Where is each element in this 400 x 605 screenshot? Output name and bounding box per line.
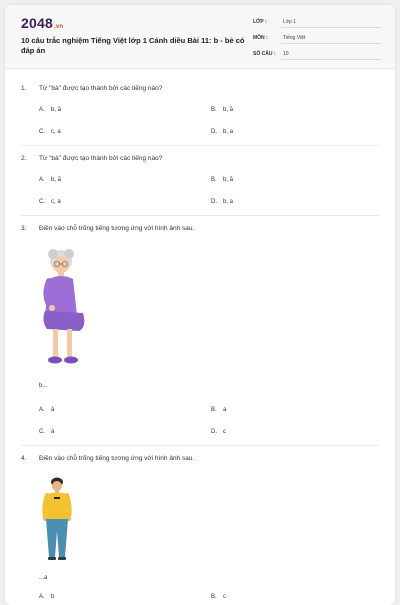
man-illustration	[35, 475, 79, 563]
meta-count-label: SỐ CÂU :	[253, 51, 276, 57]
q3-option-c[interactable]	[39, 429, 54, 435]
q1-option-a[interactable]	[39, 107, 61, 113]
option-text: à	[51, 407, 55, 413]
meta-count-value: 10	[283, 51, 289, 57]
option-letter: B.	[211, 107, 217, 113]
meta-subject-value: Tiếng Việt	[283, 35, 306, 41]
question-text: Từ "bà" được tạo thành bởi các tiếng nào?	[39, 155, 163, 162]
option-text: b, ă	[223, 177, 234, 183]
option-letter: B.	[211, 407, 217, 413]
q1-option-c[interactable]	[39, 129, 61, 135]
question-number: 1.	[21, 85, 27, 92]
q3-option-a[interactable]	[39, 407, 54, 413]
option-letter: D.	[211, 129, 217, 135]
option-text: á	[51, 429, 55, 435]
option-letter: C.	[39, 199, 45, 205]
meta-divider	[281, 43, 381, 44]
question-divider	[21, 145, 379, 146]
q2-option-c[interactable]	[39, 199, 61, 205]
option-text: c, a	[51, 199, 61, 205]
option-text: b, a	[223, 199, 234, 205]
grandmother-illustration	[31, 245, 91, 371]
logo-domain: .vn	[53, 24, 64, 30]
q2-option-b[interactable]	[211, 177, 233, 183]
q4-option-a[interactable]	[39, 594, 54, 600]
option-text: b, ă	[51, 177, 62, 183]
question-1	[21, 85, 162, 92]
option-letter: C.	[39, 429, 45, 435]
meta-divider	[281, 59, 381, 60]
question-number: 2.	[21, 155, 27, 162]
option-letter: A.	[39, 107, 45, 113]
meta-grade-label: LỚP :	[253, 19, 267, 25]
question-number: 3.	[21, 225, 27, 232]
question-text: Điền vào chỗ trống tiếng tương ứng với hình ảnh sau.	[39, 455, 195, 462]
worksheet-header	[5, 5, 395, 69]
q1-option-d[interactable]	[211, 129, 233, 135]
option-letter: B.	[211, 594, 217, 600]
question-divider	[21, 215, 379, 216]
meta-count	[253, 51, 383, 61]
question-text: Từ "bà" được tạo thành bởi các tiếng nào?	[39, 85, 163, 92]
q4-option-b[interactable]	[211, 594, 226, 600]
logo-text: 2048	[21, 15, 53, 31]
option-letter: C.	[39, 129, 45, 135]
q4-answer-blank[interactable]: ...a	[39, 575, 48, 581]
option-text: b, ă	[223, 107, 234, 113]
option-text: b, ă	[51, 107, 62, 113]
q3-option-b[interactable]	[211, 407, 226, 413]
option-letter: D.	[211, 429, 217, 435]
q2-option-a[interactable]	[39, 177, 61, 183]
question-2	[21, 155, 162, 162]
option-letter: D.	[211, 199, 217, 205]
question-number: 4.	[21, 455, 27, 462]
question-divider	[21, 445, 379, 446]
question-3	[21, 225, 194, 232]
q3-option-d[interactable]	[211, 429, 226, 435]
site-logo[interactable]	[21, 15, 63, 31]
meta-subject-label: MÔN :	[253, 35, 268, 41]
q2-option-d[interactable]	[211, 199, 233, 205]
meta-divider	[281, 27, 381, 28]
option-letter: A.	[39, 177, 45, 183]
q3-answer-blank[interactable]: b...	[39, 383, 48, 389]
meta-grade-value: Lớp 1	[283, 19, 297, 25]
option-text: b, a	[223, 129, 234, 135]
option-text: a	[223, 407, 227, 413]
question-text: Điền vào chỗ trống tiếng tương ứng với hình ảnh sau.	[39, 225, 195, 232]
option-letter: A.	[39, 594, 45, 600]
option-text: c, a	[51, 129, 61, 135]
option-text: c	[223, 594, 226, 600]
option-letter: B.	[211, 177, 217, 183]
meta-grade	[253, 19, 383, 29]
option-text: b	[51, 594, 55, 600]
question-4	[21, 455, 194, 462]
option-letter: A.	[39, 407, 45, 413]
meta-subject	[253, 35, 383, 45]
option-text: c	[223, 429, 226, 435]
worksheet	[5, 5, 395, 605]
q1-option-b[interactable]	[211, 107, 233, 113]
page-title: 10 câu trắc nghiệm Tiếng Việt lớp 1 Cánh diều Bài 11: b - bẻ có đáp án	[21, 36, 245, 55]
